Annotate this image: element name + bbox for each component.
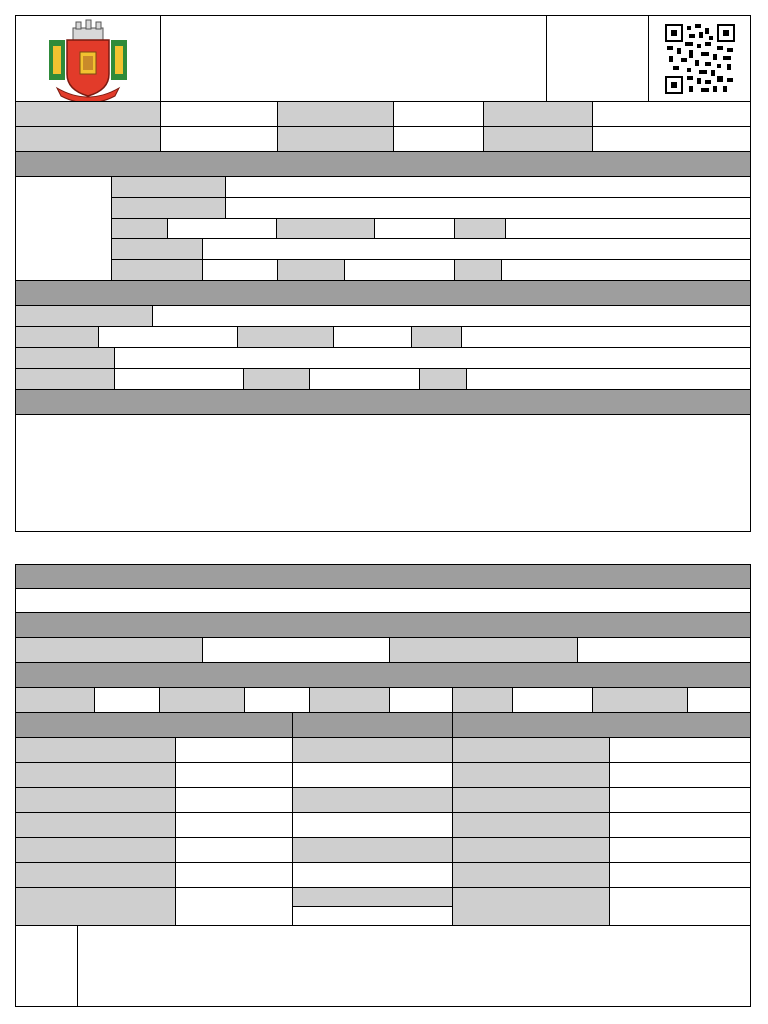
field-label: [389, 637, 578, 663]
grid-value[interactable]: [292, 812, 453, 838]
grid-label: [15, 737, 176, 763]
info-label: [277, 126, 394, 152]
section-header: [15, 151, 751, 177]
grid-value[interactable]: [292, 862, 453, 888]
field-label: [237, 326, 334, 348]
header-qr-cell: [648, 15, 751, 102]
info-value[interactable]: [160, 101, 278, 127]
grid-value[interactable]: [175, 762, 293, 788]
field-value[interactable]: [505, 218, 751, 239]
grid-label: [452, 837, 610, 863]
field-value[interactable]: [687, 687, 751, 713]
section-header: [15, 280, 751, 306]
header-logo-cell: [15, 15, 161, 102]
section-header: [15, 389, 751, 415]
description-textarea[interactable]: [15, 414, 751, 532]
grid-label: [15, 787, 176, 813]
field-label: [454, 218, 506, 239]
field-value[interactable]: [225, 176, 751, 198]
field-value[interactable]: [202, 637, 390, 663]
grid-value[interactable]: [175, 887, 293, 926]
field-value[interactable]: [202, 259, 278, 281]
field-value[interactable]: [466, 368, 751, 390]
field-label: [15, 637, 203, 663]
info-value[interactable]: [393, 126, 484, 152]
field-value[interactable]: [202, 238, 751, 260]
grid-label: [292, 787, 453, 813]
field-label: [309, 687, 390, 713]
field-value[interactable]: [577, 637, 751, 663]
info-label: [15, 126, 161, 152]
field-value[interactable]: [333, 326, 412, 348]
field-label: [243, 368, 310, 390]
grid-value[interactable]: [175, 862, 293, 888]
grid-value[interactable]: [609, 737, 751, 763]
field-value[interactable]: [389, 687, 453, 713]
field-label: [111, 176, 226, 198]
info-label: [277, 101, 394, 127]
header-title-cell: [160, 15, 547, 102]
column-header: [452, 712, 751, 738]
field-value[interactable]: [114, 347, 751, 369]
field-label: [411, 326, 462, 348]
field-value[interactable]: [152, 305, 751, 327]
grid-label: [452, 862, 610, 888]
grid-label: [452, 887, 610, 926]
grid-value[interactable]: [609, 887, 751, 926]
grid-label: [292, 887, 453, 907]
field-value[interactable]: [15, 588, 751, 613]
field-value[interactable]: [94, 687, 160, 713]
field-value[interactable]: [98, 326, 238, 348]
info-value[interactable]: [393, 101, 484, 127]
grid-value[interactable]: [175, 812, 293, 838]
section-header: [15, 662, 751, 688]
info-value[interactable]: [160, 126, 278, 152]
grid-label: [15, 812, 176, 838]
field-label: [15, 368, 115, 390]
grid-label: [15, 762, 176, 788]
info-label: [15, 101, 161, 127]
grid-value[interactable]: [292, 906, 453, 926]
field-label: [454, 259, 502, 281]
field-label: [111, 218, 168, 239]
column-header: [292, 712, 453, 738]
field-label: [159, 687, 245, 713]
grid-value[interactable]: [609, 812, 751, 838]
field-value[interactable]: [309, 368, 420, 390]
grid-value[interactable]: [292, 762, 453, 788]
field-label: [419, 368, 467, 390]
grid-label: [452, 812, 610, 838]
field-value[interactable]: [512, 687, 593, 713]
info-value[interactable]: [592, 126, 751, 152]
field-value[interactable]: [501, 259, 751, 281]
info-label: [483, 101, 593, 127]
grid-label: [15, 837, 176, 863]
field-value[interactable]: [114, 368, 244, 390]
field-label: [277, 259, 345, 281]
info-value[interactable]: [592, 101, 751, 127]
grid-label: [452, 787, 610, 813]
notes-textarea[interactable]: [77, 925, 751, 1007]
grid-label: [15, 887, 176, 926]
info-label: [483, 126, 593, 152]
grid-value[interactable]: [175, 837, 293, 863]
municipal-coat-of-arms-icon: [43, 16, 133, 102]
field-label: [15, 347, 115, 369]
grid-value[interactable]: [609, 862, 751, 888]
grid-value[interactable]: [609, 762, 751, 788]
field-label: [15, 687, 95, 713]
grid-value[interactable]: [609, 837, 751, 863]
field-value[interactable]: [244, 687, 310, 713]
field-value[interactable]: [374, 218, 455, 239]
grid-value[interactable]: [609, 787, 751, 813]
grid-label: [292, 737, 453, 763]
grid-label: [452, 762, 610, 788]
field-value[interactable]: [461, 326, 751, 348]
field-label: [276, 218, 375, 239]
section-header: [15, 612, 751, 638]
field-label: [15, 305, 153, 327]
section-header: [15, 564, 751, 589]
grid-label: [15, 862, 176, 888]
field-value[interactable]: [167, 218, 277, 239]
grid-value[interactable]: [175, 737, 293, 763]
photo-cell: [15, 176, 112, 281]
field-value[interactable]: [344, 259, 455, 281]
field-label: [111, 238, 203, 260]
field-value[interactable]: [225, 197, 751, 219]
notes-label-cell: [15, 925, 78, 1007]
header-small-cell: [546, 15, 649, 102]
field-label: [592, 687, 688, 713]
field-label: [452, 687, 513, 713]
grid-label: [292, 837, 453, 863]
qr-code-icon: [665, 24, 735, 94]
column-header: [15, 712, 293, 738]
field-label: [111, 259, 203, 281]
field-label: [15, 326, 99, 348]
grid-value[interactable]: [175, 787, 293, 813]
field-label: [111, 197, 226, 219]
grid-label: [452, 737, 610, 763]
